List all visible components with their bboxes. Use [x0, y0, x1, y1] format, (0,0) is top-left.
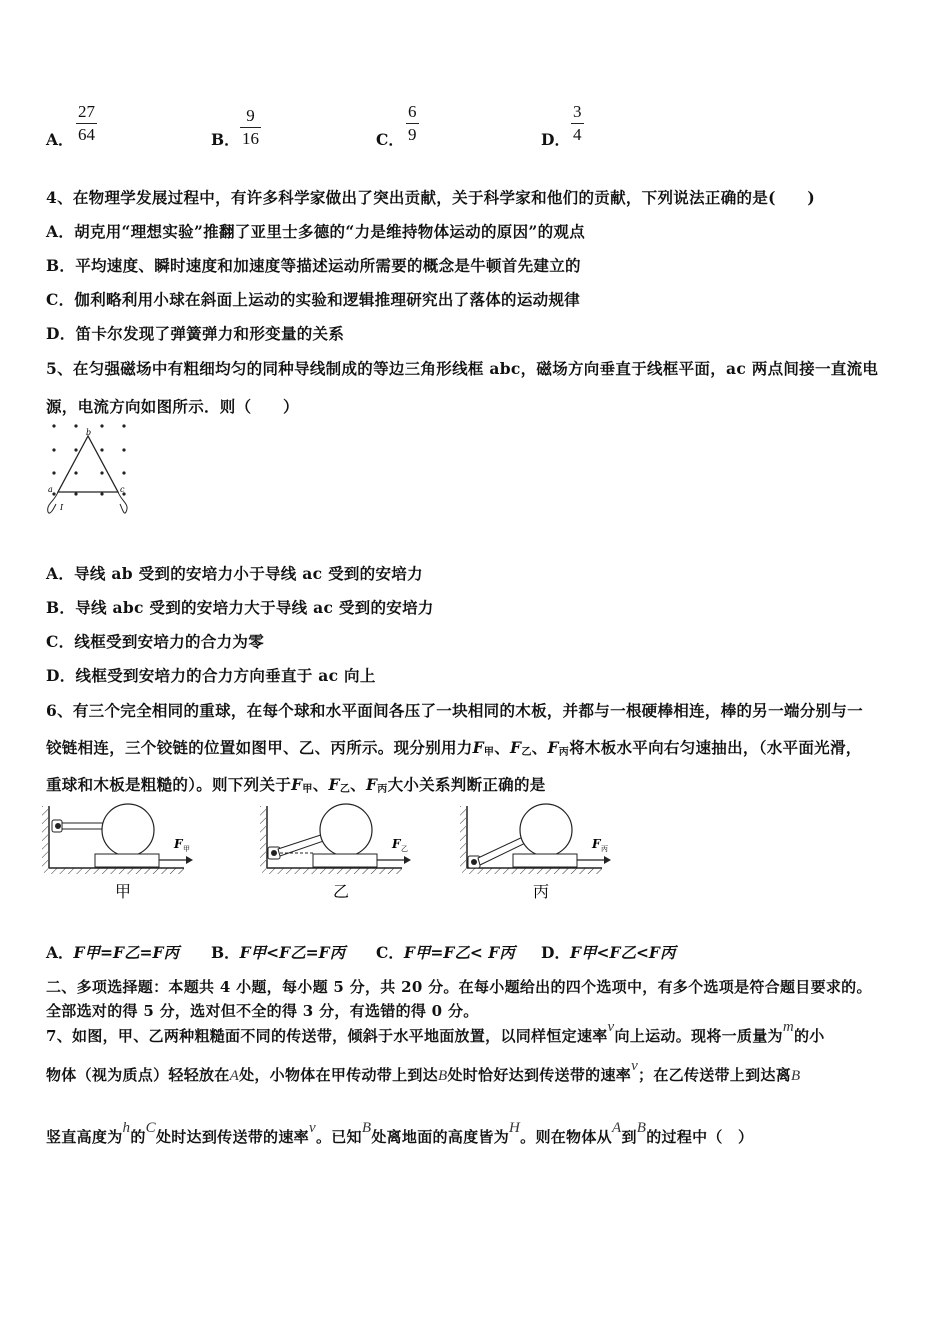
q7-line2: 物体（视为质点）轻轻放在A处，小物体在甲传动带上到达B处时恰好达到传送带的速率v；在乙传送带上到达离B — [46, 1058, 801, 1084]
label-b: b — [86, 428, 92, 437]
q6-option-a: A．F甲=F乙=F丙 — [46, 943, 180, 962]
svg-text:F: F — [174, 837, 183, 851]
q3-option-a-label: A． — [46, 130, 74, 149]
denominator: 16 — [242, 129, 259, 148]
q6-stem-line2: 铰链相连，三个铰链的位置如图甲、乙、丙所示。现分别用力$F_甲$、$F_乙$、$F_丙$将木板水平向右匀速抽出，（水平面光滑， — [46, 738, 862, 758]
figure-yi — [260, 804, 411, 901]
q4-option-c: C．伽利略利用小球在斜面上运动的实验和逻辑推理研究出了落体的运动规律 — [46, 290, 581, 309]
q3-option-b-label: B． — [211, 130, 240, 149]
q6-stem-line1: 6、有三个完全相同的重球，在每个球和水平面间各压了一块相同的木板，并都与一根硬棒相连，棒的另一端分别与一 — [46, 701, 863, 720]
q6-option-c: C．F甲=F乙< F丙 — [376, 943, 515, 962]
q5-stem-line1: 5、在匀强磁场中有粗细均匀的同种导线制成的等边三角形线框 abc，磁场方向垂直于线框平面，ac 两点间接一直流电 — [46, 359, 879, 378]
caption-yi: 乙 — [333, 882, 350, 901]
label-a: a — [48, 485, 53, 494]
q4-stem: 4、在物理学发展过程中，有许多科学家做出了突出贡献，关于科学家和他们的贡献，下列说法正确的是( ) — [46, 188, 815, 207]
q6-option-d: D．F甲<F乙<F丙 — [541, 943, 676, 962]
caption-bing: 丙 — [533, 882, 550, 901]
q6-option-b: B．F甲<F乙=F丙 — [211, 943, 346, 962]
svg-text:甲: 甲 — [183, 845, 190, 853]
svg-text:乙: 乙 — [401, 845, 408, 853]
q7-line1: 7、如图，甲、乙两种粗糙面不同的传送带，倾斜于水平地面放置，以同样恒定速率v向上运动。现将一质量为m的小 — [46, 1019, 825, 1045]
q5-stem-line2: 源，电流方向如图所示．则（ ） — [46, 397, 299, 416]
numerator: 27 — [78, 102, 95, 121]
q6-figures — [40, 800, 680, 905]
q3-option-a-fraction — [76, 102, 97, 145]
label-current: I — [60, 503, 64, 512]
numerator: 3 — [573, 102, 582, 121]
q3-option-c-fraction — [406, 102, 419, 145]
q3-option-b-fraction — [240, 106, 261, 149]
denominator: 4 — [573, 125, 582, 144]
svg-text:F: F — [592, 837, 601, 851]
q7-line3: 竖直高度为h的C处时达到传送带的速率v。已知B处离地面的高度皆为H。则在物体从A到B的过程中（ ） — [46, 1120, 754, 1146]
numerator: 9 — [246, 106, 255, 125]
q3-option-d-fraction — [571, 102, 584, 145]
q5-option-d: D．线框受到安培力的合力方向垂直于 ac 向上 — [46, 666, 376, 685]
label-c: c — [120, 485, 125, 494]
q5-option-b: B．导线 abc 受到的安培力大于导线 ac 受到的安培力 — [46, 598, 434, 617]
figure-bing — [460, 804, 611, 901]
q4-option-a: A．胡克用“理想实验”推翻了亚里士多德的“力是维持物体运动的原因”的观点 — [46, 222, 585, 241]
q6-stem-line3: 重球和木板是粗糙的）。则下列关于$F_甲$、$F_乙$、$F_丙$大小关系判断正确的是 — [46, 775, 546, 795]
section2-line2: 全部选对的得 5 分，选对但不全的得 3 分，有选错的得 0 分。 — [46, 1002, 479, 1020]
figure-jia — [42, 804, 193, 901]
caption-jia: 甲 — [115, 882, 132, 901]
q5-option-a: A．导线 ab 受到的安培力小于导线 ac 受到的安培力 — [46, 564, 423, 583]
numerator: 6 — [408, 102, 417, 121]
svg-text:丙: 丙 — [601, 845, 608, 853]
q4-option-d: D．笛卡尔发现了弹簧弹力和形变量的关系 — [46, 324, 345, 343]
svg-text:F: F — [392, 837, 401, 851]
triangle-circuit-figure — [40, 418, 140, 528]
q5-option-c: C．线框受到安培力的合力为零 — [46, 632, 265, 651]
q4-option-b: B．平均速度、瞬时速度和加速度等描述运动所需要的概念是牛顿首先建立的 — [46, 256, 581, 275]
q3-option-c-label: C． — [376, 130, 404, 149]
denominator: 64 — [78, 125, 95, 144]
section2-line1: 二、多项选择题：本题共 4 小题，每小题 5 分，共 20 分。在每小题给出的四个选项中，有多个选项是符合题目要求的。 — [46, 978, 872, 996]
denominator: 9 — [408, 125, 417, 144]
q3-option-d-label: D． — [541, 130, 570, 149]
